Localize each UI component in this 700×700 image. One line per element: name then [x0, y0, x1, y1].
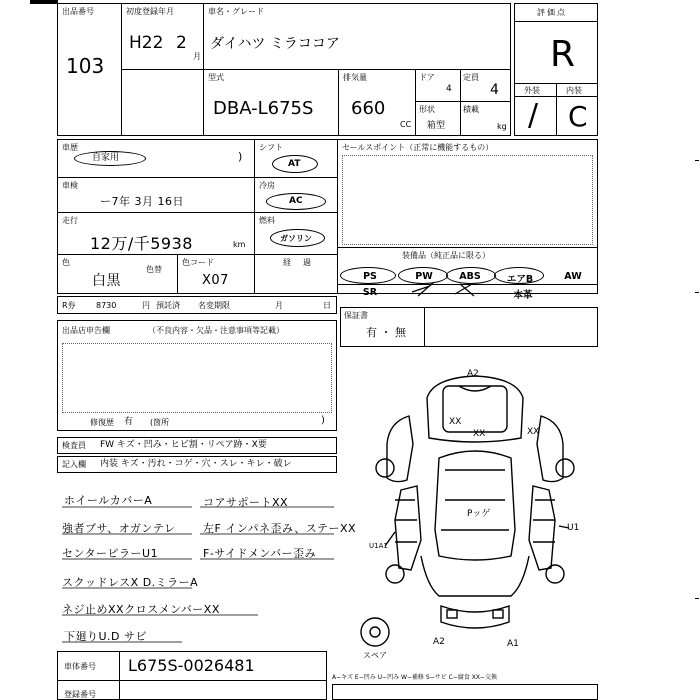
model-name: ダイハツ ミラココア	[210, 36, 340, 52]
repair-value: 有	[124, 417, 134, 427]
reg-number-label: 登録番号	[64, 690, 96, 699]
equip-leather: 本革	[513, 290, 533, 301]
mark-left: XX	[449, 417, 462, 427]
yen-unit: 円	[142, 301, 150, 310]
edge-mark-3	[695, 598, 699, 599]
reg-month: 2	[176, 33, 187, 53]
rear-body	[421, 556, 529, 596]
usage-close: )	[238, 150, 243, 163]
color-label: 色	[62, 258, 70, 267]
rear-bumper	[441, 606, 509, 628]
history-label: 経	[283, 258, 291, 267]
ps-oval	[340, 267, 396, 284]
spare-tire	[361, 618, 389, 646]
interior-label: 内装	[566, 86, 582, 95]
history-cell	[254, 254, 338, 294]
mileage-value: 12万/千5938	[90, 234, 193, 253]
history-label-2: 過	[303, 258, 311, 267]
left-rear-wheel	[386, 565, 404, 583]
color-code-label: 色コード	[182, 258, 214, 267]
note-7: スクッドレスX D.ミラーA	[62, 576, 199, 589]
displacement-value: 660	[351, 98, 386, 119]
rear-lamp-right	[493, 610, 503, 618]
sales-points-label: セールスポイント（正常に機能するもの）	[342, 143, 494, 152]
interior-line: 内装 キズ・汚れ・コゲ・穴・スレ・キレ・破レ	[100, 459, 292, 469]
aircon-value: AC	[289, 196, 303, 206]
right-front-body	[537, 416, 563, 482]
rating-col-divider	[556, 83, 557, 136]
color-value: 白黒	[92, 273, 121, 289]
note-9: 下廻りU.D サビ	[64, 630, 148, 643]
mileage-label: 走行	[62, 216, 78, 225]
reg-era: H22	[129, 33, 164, 53]
left-front-body	[387, 416, 413, 482]
equip-aw: AW	[564, 271, 582, 282]
shaken-value: ー7年 3月 16日	[100, 195, 184, 208]
equip-pw: PW	[415, 271, 433, 282]
rating-divider	[514, 21, 598, 22]
transfer-label: 名変期限	[198, 301, 230, 310]
capacity-label: 定員	[463, 73, 479, 82]
equip-abs: ABS	[459, 271, 481, 282]
color-code: X07	[202, 273, 229, 288]
car-diagram	[355, 360, 595, 670]
recycle-label: R券	[62, 301, 76, 310]
model-code: DBA-L675S	[213, 98, 314, 119]
deposit-status: 預託済	[156, 301, 180, 310]
mark-hood: XX	[473, 429, 486, 439]
color-type-label: 色替	[146, 265, 162, 274]
manual-label: 保証書	[344, 311, 368, 320]
lot-label: 出品番号	[62, 7, 94, 16]
equip-airbag: エアB	[506, 274, 534, 285]
equipment-scribbles	[400, 280, 500, 300]
note-4: 左F インパネ歪み、ステーXX	[203, 522, 357, 535]
rating-label: 評価点	[537, 8, 567, 17]
damage-legend: A−キズ E−凹み U−凹み W−補修 S−サビ C−腐食 XX−交換	[332, 674, 497, 681]
manual-value: 有 ・ 無	[366, 326, 406, 339]
load-label: 積載	[463, 105, 479, 114]
note-underlines	[58, 505, 348, 645]
rear-lamp-left	[447, 610, 457, 618]
fuel-value: ガソリン	[280, 234, 312, 243]
note-2: コアサポートXX	[203, 496, 289, 509]
shape-value: 箱型	[427, 121, 446, 131]
mark-rear-left: A2	[433, 637, 445, 647]
repair-label: 修復歴	[90, 418, 114, 427]
right-front-wheel	[556, 459, 574, 477]
seller-notes-sub: （不良内容・欠品・注意事項等記載）	[148, 326, 284, 335]
repair-close: )	[321, 415, 325, 426]
exterior-grade: /	[528, 98, 539, 133]
fuel-label: 燃料	[259, 216, 275, 225]
displacement-label: 排気量	[343, 73, 367, 82]
note-8: ネジ止めXXクロスメンバーXX	[62, 603, 220, 616]
spare-label: スペア	[363, 651, 387, 660]
sales-points-area	[342, 155, 593, 245]
mark-roof: A2	[467, 369, 479, 379]
footer-box	[332, 684, 598, 700]
left-side-panel	[395, 486, 421, 570]
vin-value: L675S-0026481	[128, 656, 255, 675]
shift-value: AT	[288, 159, 301, 169]
left-front-wheel	[376, 459, 394, 477]
seller-notes-label: 出品店申告欄	[62, 326, 110, 335]
fw-line: FW キズ・凹み・ヒビ割・リペア跡・X要	[100, 440, 267, 450]
first-reg-label: 初度登録年月	[126, 7, 174, 16]
body-plan	[435, 451, 515, 560]
kg-unit: kg	[497, 122, 507, 131]
capacity-value: 4	[490, 82, 500, 98]
seller-notes-area	[62, 343, 332, 413]
right-side-panel	[529, 486, 555, 570]
recycle-amount: 8730	[96, 301, 117, 310]
note-6: F-サイドメンバー歪み	[203, 547, 317, 560]
shaken-label: 車検	[62, 181, 78, 190]
inspector-label: 検査員	[62, 441, 86, 450]
reg-month-unit: 月	[193, 52, 201, 61]
manual-divider	[424, 307, 425, 347]
month-unit: 月	[275, 301, 283, 310]
edge-mark-1	[695, 160, 699, 161]
right-rear-wheel	[546, 565, 564, 583]
mark-rear-right: A1	[507, 639, 519, 649]
mark-body: Pッゲ	[467, 509, 491, 519]
equip-ps: PS	[363, 271, 377, 282]
repair-note: (箇所	[150, 418, 170, 427]
doors-label: ドア	[419, 73, 435, 82]
exterior-label: 外装	[524, 86, 540, 95]
equip-sr: SR	[362, 287, 378, 298]
rating-score: R	[550, 34, 576, 75]
usage-value: 自家用	[92, 153, 120, 163]
type-label: 型式	[208, 73, 224, 82]
rating-divider-3	[514, 96, 598, 97]
usage-label: 車歴	[62, 143, 78, 152]
shape-label: 形状	[419, 105, 435, 114]
reg-number-cell	[57, 680, 327, 700]
mark-right: XX	[527, 427, 540, 437]
note-5: センターピラーU1	[62, 547, 159, 560]
writer-label: 記入欄	[62, 460, 86, 469]
doors-value: 4	[446, 84, 452, 94]
model-label: 車名・グレード	[208, 7, 264, 16]
cc-unit: CC	[400, 120, 412, 129]
day-unit: 日	[323, 301, 331, 310]
vin-label: 車体番号	[64, 662, 96, 671]
note-3: 強者ブサ、オガンテレ	[62, 522, 176, 535]
km-unit: km	[233, 240, 246, 249]
interior-grade: C	[568, 100, 589, 133]
airbag-oval	[494, 267, 544, 284]
lot-number: 103	[66, 54, 105, 78]
aircon-label: 冷房	[259, 181, 275, 190]
shift-label: シフト	[259, 143, 283, 152]
header-tab-mark	[30, 0, 58, 4]
note-1: ホイールカバーA	[64, 494, 153, 507]
mark-right-side: U1	[567, 523, 580, 533]
edge-mark-2	[695, 292, 699, 293]
equipment-label: 装備品（純正品に限る）	[402, 251, 490, 260]
mark-left-side: U1A1	[369, 542, 388, 550]
